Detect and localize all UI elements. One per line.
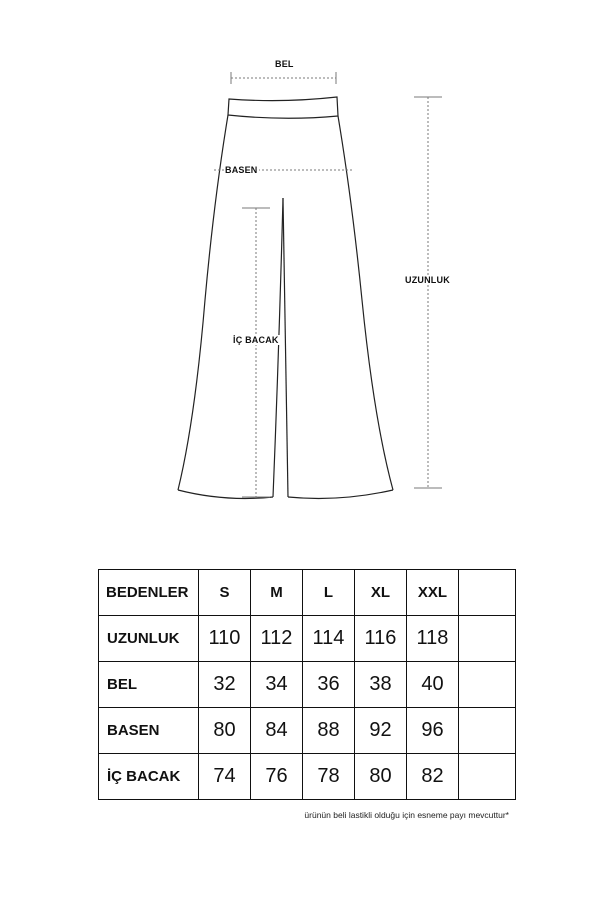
table-row xyxy=(99,708,516,754)
table-cell: 112 xyxy=(251,616,303,662)
table-header-row xyxy=(99,570,516,616)
table-cell: 74 xyxy=(199,754,251,800)
left-outer-seam xyxy=(178,115,228,490)
size-header: M xyxy=(251,570,303,616)
table-cell: 118 xyxy=(407,616,459,662)
bel-guide xyxy=(231,72,336,84)
ic-bacak-guide xyxy=(242,208,270,497)
table-cell: 76 xyxy=(251,754,303,800)
table-cell: 40 xyxy=(407,662,459,708)
size-header: XXL xyxy=(407,570,459,616)
size-chart-table xyxy=(98,569,516,800)
right-hem xyxy=(288,490,393,498)
size-header: L xyxy=(303,570,355,616)
table-cell xyxy=(459,616,516,662)
table-cell: 32 xyxy=(199,662,251,708)
table-cell: 38 xyxy=(355,662,407,708)
table-cell: 82 xyxy=(407,754,459,800)
table-cell: 96 xyxy=(407,708,459,754)
table-cell: 92 xyxy=(355,708,407,754)
basen-label: BASEN xyxy=(225,165,258,175)
table-cell: 34 xyxy=(251,662,303,708)
table-cell: 84 xyxy=(251,708,303,754)
table-cell: 36 xyxy=(303,662,355,708)
ic-bacak-label: İÇ BACAK xyxy=(233,335,279,345)
size-header: XL xyxy=(355,570,407,616)
size-header: S xyxy=(199,570,251,616)
table-cell: 114 xyxy=(303,616,355,662)
corner-header: BEDENLER xyxy=(99,570,199,616)
table-cell: 80 xyxy=(355,754,407,800)
table-row xyxy=(99,616,516,662)
left-inseam xyxy=(273,198,283,497)
right-outer-seam xyxy=(338,116,393,490)
table-cell: 80 xyxy=(199,708,251,754)
row-label: UZUNLUK xyxy=(99,616,199,662)
table-cell xyxy=(459,662,516,708)
waistband-shape xyxy=(228,97,338,118)
table-row xyxy=(99,662,516,708)
table-row xyxy=(99,754,516,800)
row-label: İÇ BACAK xyxy=(99,754,199,800)
table-cell: 110 xyxy=(199,616,251,662)
uzunluk-guide xyxy=(414,97,442,488)
size-header xyxy=(459,570,516,616)
table-cell: 78 xyxy=(303,754,355,800)
table-cell xyxy=(459,754,516,800)
elastic-waist-note: ürünün beli lastikli olduğu için esneme payı mevcuttur* xyxy=(304,810,509,820)
table-cell: 116 xyxy=(355,616,407,662)
table-cell: 88 xyxy=(303,708,355,754)
right-inseam xyxy=(283,198,288,497)
row-label: BASEN xyxy=(99,708,199,754)
uzunluk-label: UZUNLUK xyxy=(405,275,450,285)
row-label: BEL xyxy=(99,662,199,708)
bel-label: BEL xyxy=(275,59,294,69)
table-cell xyxy=(459,708,516,754)
